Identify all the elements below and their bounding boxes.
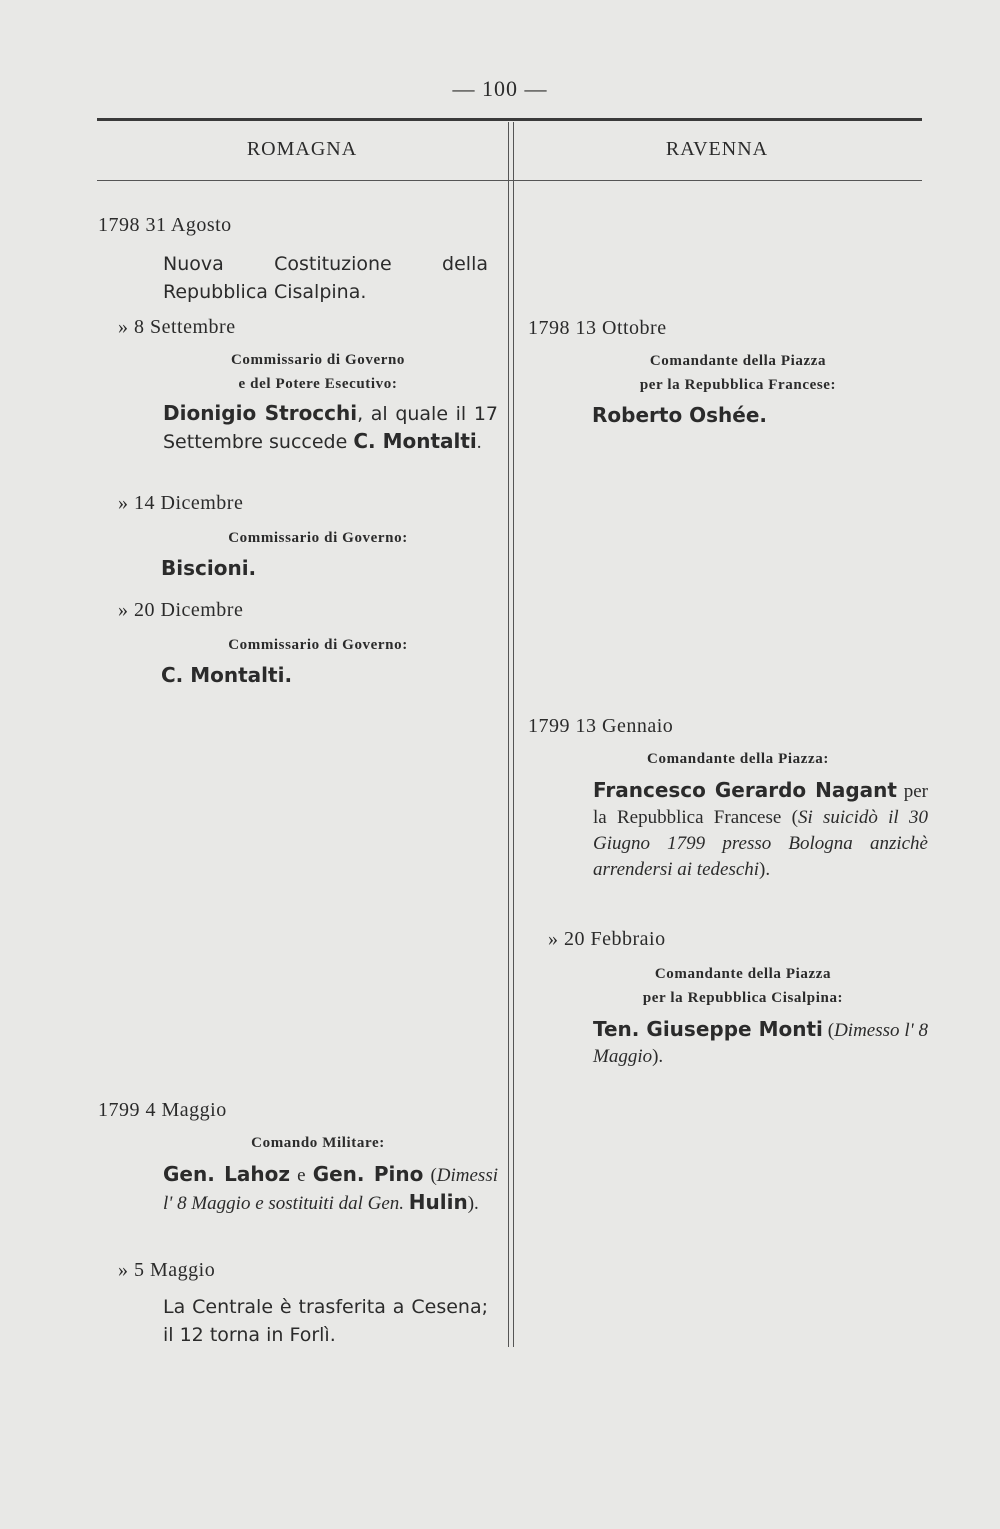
- entry-1799-05-05: [118, 1257, 498, 1349]
- column-heading-left: ROMAGNA: [246, 138, 358, 160]
- appointment-text: [593, 777, 928, 883]
- person-name: Gen. Pino: [312, 1162, 424, 1186]
- text-fragment: .: [476, 432, 482, 453]
- person-name: Gen. Lahoz: [163, 1162, 291, 1186]
- italic-note: Dimesso l' 8 Maggio: [593, 1020, 928, 1067]
- person-name: Biscioni.: [161, 556, 257, 580]
- role-title: Comandante della Piazza: [649, 353, 827, 369]
- text-fragment: per la Repubblica Francese (: [593, 781, 928, 828]
- entry-date: » 20 Febbraio: [548, 928, 666, 950]
- entry-1799-02-20: [548, 926, 928, 1070]
- header-rule: [97, 118, 922, 121]
- entry-1799-01-13: [528, 713, 928, 883]
- role-title: per la Repubblica Cisalpina:: [642, 990, 844, 1006]
- text-fragment: ).: [759, 859, 771, 880]
- role-title: per la Repubblica Francese:: [639, 377, 837, 393]
- column-separator: [508, 122, 514, 1347]
- appointment-text: [593, 1016, 928, 1070]
- text-fragment: (: [822, 1020, 835, 1041]
- entry-date: » 5 Maggio: [118, 1259, 216, 1281]
- entry-1799-05-04: [98, 1097, 498, 1217]
- role-title: Commissario di Governo: [230, 352, 406, 368]
- text-fragment: ).: [652, 1046, 664, 1067]
- person-name: Francesco Gerardo Nagant: [593, 778, 897, 802]
- entry-date: 1798 13 Ottobre: [528, 317, 667, 339]
- text-fragment: ).: [467, 1193, 479, 1214]
- role-title: Comandante della Piazza:: [647, 751, 829, 767]
- entry-1798-08-31: [98, 212, 498, 306]
- appointment-text: [163, 400, 498, 456]
- entry-date: » 20 Dicembre: [118, 599, 244, 621]
- entry-1798-09-08: [118, 314, 498, 456]
- entry-1798-10-13: [528, 315, 928, 427]
- entry-date: » 14 Dicembre: [118, 492, 244, 514]
- text-fragment: e: [290, 1165, 313, 1186]
- role-title: Comandante della Piazza: [654, 966, 832, 982]
- appointment-text: [163, 1161, 498, 1217]
- entry-1798-12-20: [118, 597, 498, 687]
- entry-date: 1799 13 Gennaio: [528, 715, 674, 737]
- role-title: Comando Militare:: [251, 1135, 385, 1151]
- entry-date: » 8 Settembre: [118, 316, 236, 338]
- person-name: Roberto Oshée.: [592, 403, 768, 427]
- role-title: Commissario di Governo:: [228, 637, 408, 653]
- text-fragment: (: [423, 1165, 437, 1186]
- entry-text: Nuova Costituzione della Repubblica Cisalpina.: [163, 253, 488, 303]
- entry-text: La Centrale è trasferita a Cesena; il 12 torna in Forlì.: [163, 1296, 488, 1346]
- role-title: e del Potere Esecutivo:: [238, 376, 398, 392]
- person-name: Ten. Giuseppe Monti: [593, 1017, 823, 1041]
- person-name: Hulin: [408, 1190, 468, 1214]
- italic-note: Si suicidò il 30 Giugno 1799 presso Bologna anzichè arrendersi ai tedeschi: [593, 807, 928, 880]
- text-fragment: , al quale il 17 Settembre succede: [163, 403, 498, 453]
- entry-date: 1798 31 Agosto: [98, 214, 232, 236]
- person-name: C. Montalti: [353, 429, 477, 453]
- person-name: C. Montalti.: [161, 663, 293, 687]
- person-name: Dionigio Strocchi: [163, 401, 358, 425]
- column-heading-right: RAVENNA: [665, 138, 769, 160]
- entry-1798-12-14: [118, 490, 498, 580]
- page-number: — 100 —: [452, 76, 548, 101]
- italic-note: Dimessi l' 8 Maggio e sostituiti dal Gen.: [163, 1165, 499, 1214]
- entry-date: 1799 4 Maggio: [98, 1099, 227, 1121]
- role-title: Commissario di Governo:: [228, 530, 408, 546]
